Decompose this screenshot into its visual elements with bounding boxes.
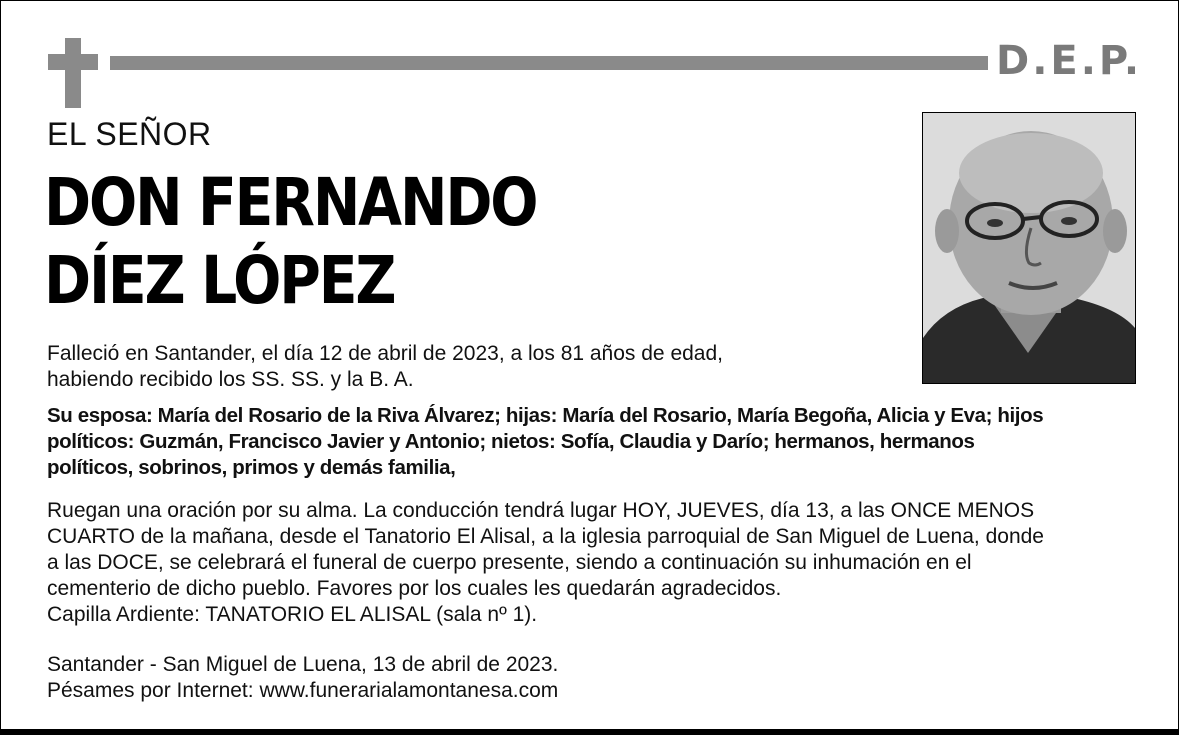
name-line-1: DON FERNANDO xyxy=(44,164,537,241)
deceased-name xyxy=(44,164,536,320)
chapel-line: Capilla Ardiente: TANATORIO EL ALISAL (sala nº 1). xyxy=(47,603,538,626)
family-line: políticos: Guzmán, Francisco Javier y Antonio; nietos: Sofía, Claudia y Darío; hermanos, hermanos xyxy=(47,430,975,453)
family-line: Su esposa: María del Rosario de la Riva Álvarez; hijas: María del Rosario, María Begoña, Alicia y Eva; hijos xyxy=(47,404,1044,427)
service-line: cementerio de dicho pueblo. Favores por los cuales les quedarán agradecidos. xyxy=(47,577,782,600)
passing-line: Falleció en Santander, el día 12 de abril de 2023, a los 81 años de edad, xyxy=(47,342,723,365)
family-paragraph xyxy=(47,403,1137,481)
header-rule xyxy=(110,56,988,70)
name-line-2: DÍEZ LÓPEZ xyxy=(44,242,395,319)
service-line: CUARTO de la mañana, desde el Tanatorio El Alisal, a la iglesia parroquial de San Miguel de Luena, donde xyxy=(47,525,1044,548)
closing-paragraph xyxy=(47,652,1137,704)
service-line: a las DOCE, se celebrará el funeral de cuerpo presente, siendo a continuación su inhumación en el xyxy=(47,551,972,574)
passing-paragraph xyxy=(47,341,1137,393)
cross-icon xyxy=(48,38,98,108)
condolences-web-line: Pésames por Internet: www.funerarialamontanesa.com xyxy=(47,679,559,702)
family-line: políticos, sobrinos, primos y demás familia, xyxy=(47,456,456,479)
service-paragraph xyxy=(47,498,1137,628)
service-line: Ruegan una oración por su alma. La conducción tendrá lugar HOY, JUEVES, día 13, a las ONCE MENOS xyxy=(47,499,1035,522)
honorific: EL SEÑOR xyxy=(47,116,212,152)
place-date-line: Santander - San Miguel de Luena, 13 de abril de 2023. xyxy=(47,653,559,676)
dep-label: D.E.P. xyxy=(996,38,1143,84)
passing-line: habiendo recibido los SS. SS. y la B. A. xyxy=(47,368,414,391)
